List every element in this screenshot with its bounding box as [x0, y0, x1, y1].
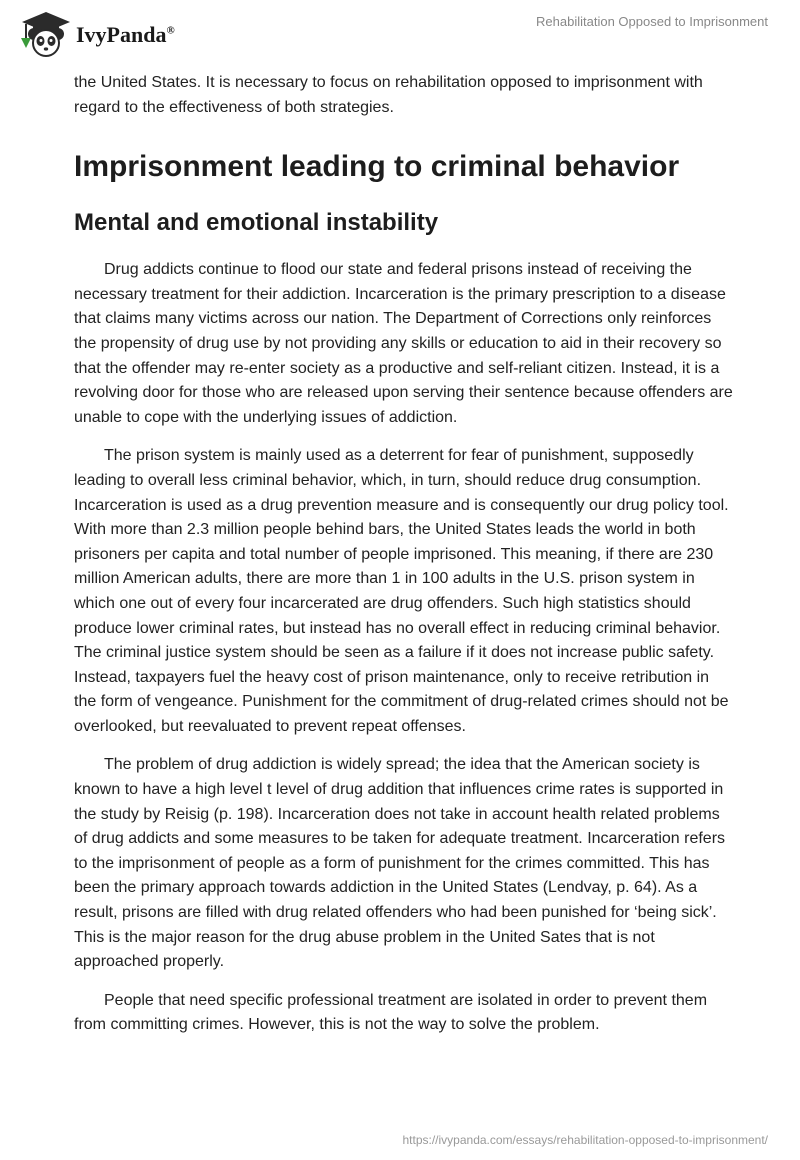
- brand-logo-link[interactable]: [16, 8, 175, 58]
- body-paragraph-3: The problem of drug addiction is widely spread; the idea that the American society is known to have a high level t level of drug addition that influences crime rates is supported in the study by Reisig (p. 198). Incarceration does not take in account health related problems of drug addicts and some measures to be taken for adequate treatment. Incarceration refers to the imprisonment of people as a form of punishment for the crimes committed. This has been the primary approach towards addiction in the United States (Lendvay, p. 64). As a result, prisons are filled with drug related offenders who had been punished for ‘being sick’. This is the major reason for the drug abuse problem in the United Sates that is not approached properly.: [74, 756, 726, 971]
- body-paragraph-2: The prison system is mainly used as a deterrent for fear of punishment, supposedly leading to overall less criminal behavior, which, in turn, should reduce drug consumption. Incarceration is used as a drug prevention measure and is consequently our drug policy tool. With more than 2.3 million people behind bars, the United States leads the world in both prisoners per capita and total number of people imprisoned. This meaning, if there are 230 million American adults, there are more than 1 in 100 adults in the U.S. prison system in which one out of every four incarcerated are drug offenders. Such high statistics should produce lower criminal rates, but instead has no overall effect in reducing criminal behavior. The criminal justice system should be seen as a failure if it does not increase public safety. Instead, taxpayers fuel the heavy cost of prison maintenance, only to receive retribution in the form of vengeance. Punishment for the commitment of drug-related crimes should not be overlooked, but reevaluated to prevent repeat offenses.: [74, 447, 729, 735]
- page-header: [0, 0, 800, 70]
- body-paragraph-1: Drug addicts continue to flood our state and federal prisons instead of receiving the necessary treatment for their addiction. Incarceration is the primary prescription to a disease that claims many victims across our nation. The Department of Corrections only reinforces the propensity of drug use by not providing any skills or education to aid in their recovery so that the offender may re-enter society as a productive and self-reliant citizen. Instead, it is a revolving door for those who are released upon serving their sentence because offenders are unable to cope with the underlying issues of addiction.: [74, 261, 733, 426]
- section-heading: Imprisonment leading to criminal behavior: [74, 150, 680, 184]
- brand-name: IvyPanda®: [76, 22, 175, 47]
- source-url-link[interactable]: https://ivypanda.com/essays/rehabilitation-opposed-to-imprisonment/: [402, 1133, 768, 1147]
- registered-mark: ®: [166, 24, 175, 37]
- panda-graduation-cap-icon: [16, 8, 72, 58]
- essay-body: [74, 71, 734, 1052]
- subsection-heading: Mental and emotional instability: [74, 209, 439, 237]
- running-title: Rehabilitation Opposed to Imprisonment: [536, 14, 768, 29]
- intro-paragraph-tail: the United States. It is necessary to focus on rehabilitation opposed to imprisonment with regard to the effectiveness of both strategies.: [74, 74, 703, 116]
- body-paragraph-4: People that need specific professional treatment are isolated in order to prevent them from committing crimes. However, this is not the way to solve the problem.: [74, 991, 708, 1034]
